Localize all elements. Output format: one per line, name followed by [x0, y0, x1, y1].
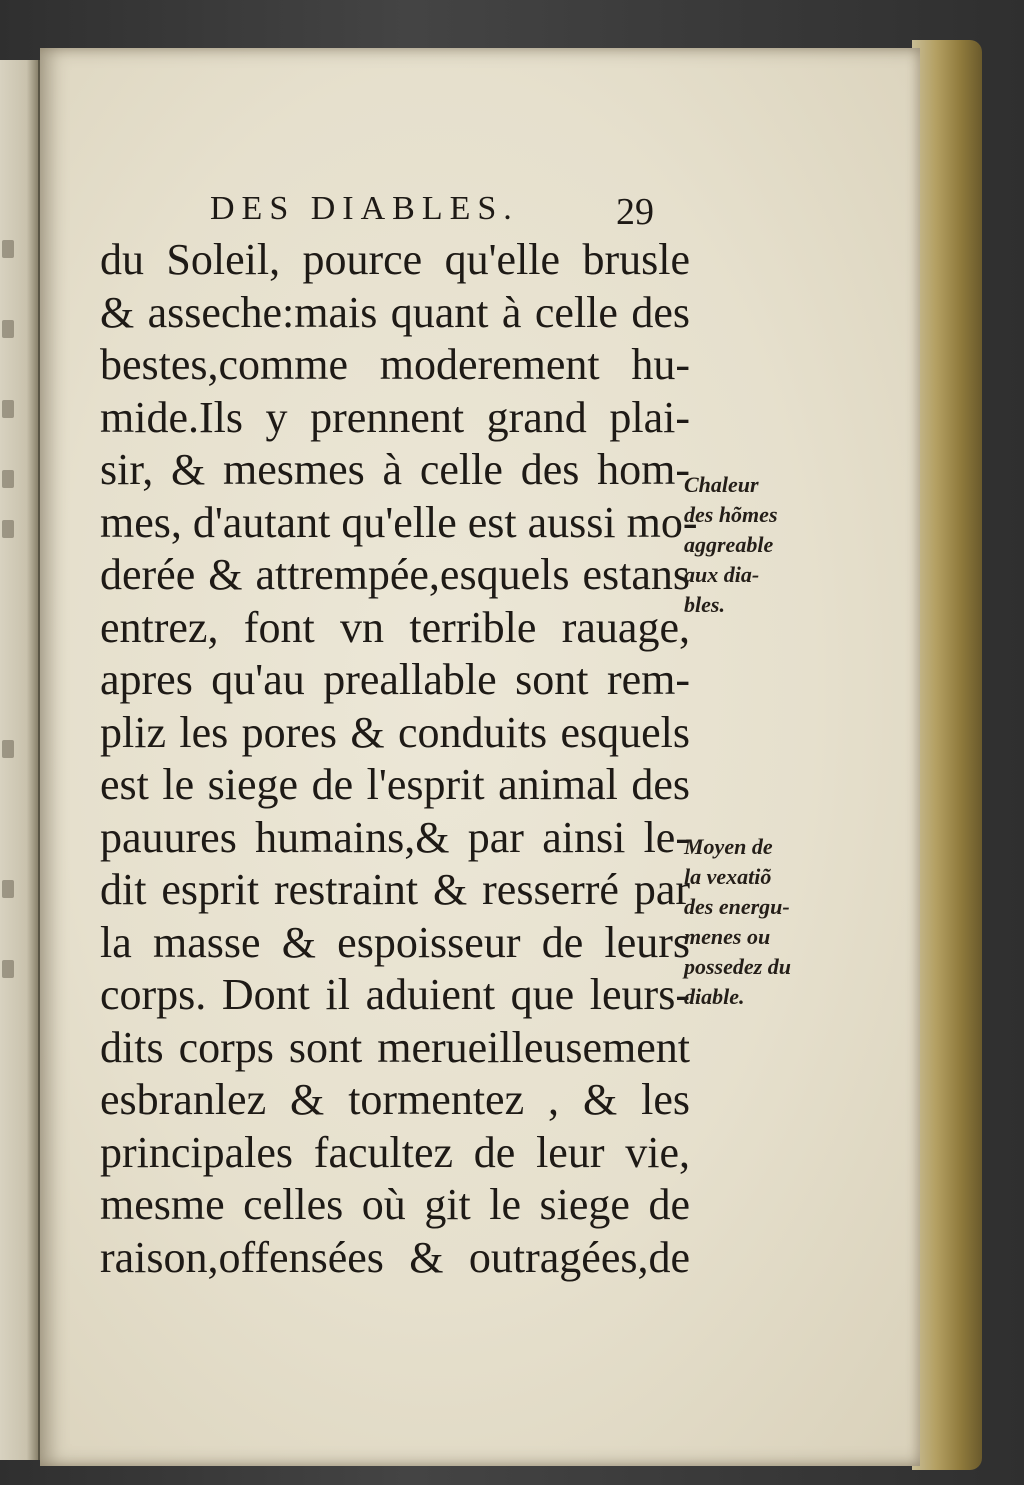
- margin-note-line: Chaleur: [684, 472, 759, 497]
- margin-note-line: la vexatiõ: [684, 864, 772, 889]
- text-line: & asseche:mais quant à celle des: [100, 287, 690, 337]
- text-line: corps. Dont il aduient que leurs-: [100, 970, 690, 1019]
- margin-note-line: aux dia-: [684, 562, 760, 587]
- margin-note-line: des hõmes: [684, 502, 778, 527]
- text-line: pauures humains,& par ainsi le-: [100, 812, 690, 862]
- margin-note-line: bles.: [684, 592, 725, 617]
- bleed-mark: [2, 960, 14, 978]
- margin-note-line: Moyen de: [684, 834, 773, 859]
- running-head: DES DIABLES.: [210, 190, 519, 227]
- margin-note-chaleur: [684, 470, 824, 620]
- previous-page-edge: [0, 60, 40, 1460]
- text-line: dit esprit restraint & resserré par: [100, 865, 690, 914]
- text-line: dits corps sont merueilleusement: [100, 1022, 690, 1072]
- bleed-mark: [2, 240, 14, 258]
- text-line: derée & attrempée,esquels estans: [100, 550, 690, 599]
- text-line: mesme celles où git le siege de: [100, 1180, 690, 1229]
- text-line: mes, d'autant qu'elle est aussi mo-: [100, 497, 698, 547]
- bleed-mark: [2, 400, 14, 418]
- text-line: mide.Ils y prennent grand plai-: [100, 392, 690, 442]
- text-line: sir, & mesmes à celle des hom-: [100, 445, 690, 494]
- margin-note-line: aggreable: [684, 532, 774, 557]
- margin-note-line: possedez du: [684, 954, 791, 979]
- body-text: [100, 234, 698, 1284]
- bleed-mark: [2, 880, 14, 898]
- text-line: pliz les pores & conduits esquels: [100, 707, 690, 757]
- text-line: raison,offensées & outragées,de: [100, 1232, 690, 1282]
- bleed-mark: [2, 320, 14, 338]
- bleed-mark: [2, 740, 14, 758]
- text-line: apres qu'au preallable sont rem-: [100, 655, 690, 704]
- margin-note-line: menes ou: [684, 924, 771, 949]
- bleed-mark: [2, 520, 14, 538]
- bleed-mark: [2, 470, 14, 488]
- text-line: est le siege de l'esprit animal des: [100, 760, 690, 809]
- margin-note-moyen: [684, 832, 824, 1012]
- margin-note-line: diable.: [684, 984, 745, 1009]
- margin-note-line: des energu-: [684, 894, 790, 919]
- text-line: entrez, font vn terrible rauage,: [100, 602, 690, 652]
- text-line: esbranlez & tormentez , & les: [100, 1075, 690, 1124]
- page-number: 29: [616, 191, 654, 233]
- text-line: bestes,comme moderement hu-: [100, 340, 690, 389]
- book-fore-edge: [912, 40, 982, 1470]
- text-line: du Soleil, pource qu'elle brusle: [100, 235, 690, 284]
- text-line: principales facultez de leur vie,: [100, 1127, 690, 1177]
- text-line: la masse & espoisseur de leurs: [100, 917, 690, 967]
